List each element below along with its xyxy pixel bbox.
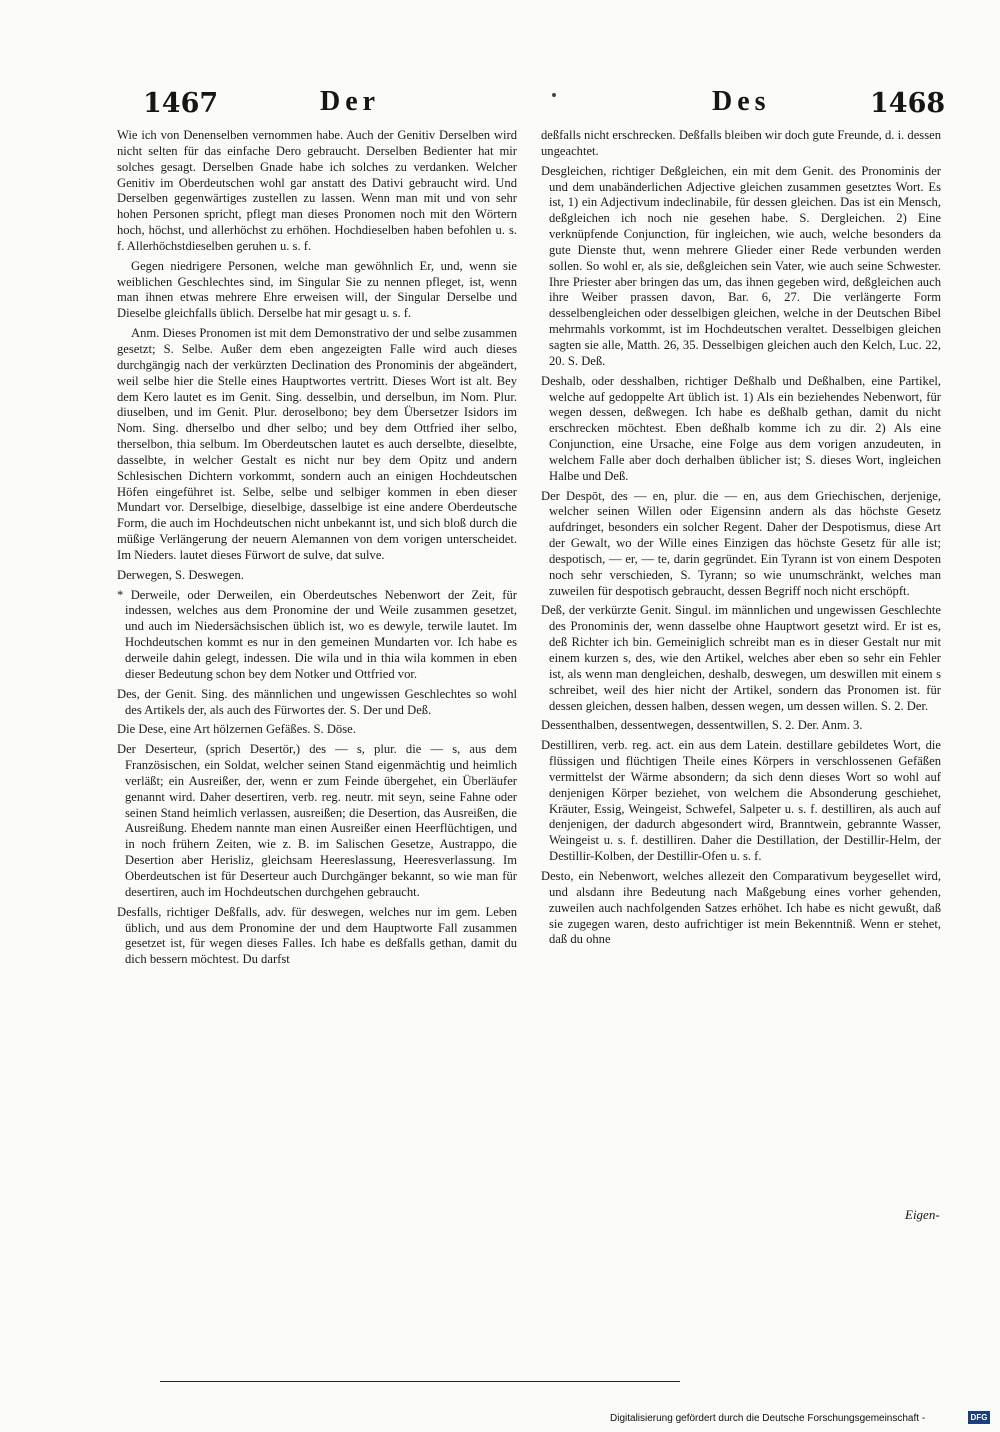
- dfg-logo: DFG: [968, 1411, 990, 1424]
- dictionary-entry: Des, der Genit. Sing. des männlichen und ungewissen Geschlechtes so wohl des Artikels der, als auch des Fürwortes der. S. Der und Deß.: [117, 686, 517, 717]
- dictionary-entry: Der Despōt, des — en, plur. die — en, aus dem Griechischen, derjenige, welcher seinen Willen oder Eigensinn andern als das höchste Gesetz aufdringet, besonders ein solcher Regent. Daher der Despotismus, diese Art der Gewalt, wo der Wille eines Einzigen das höchste Gesetz für alle ist; despotisch, — er, — te, darin gegründet. Ein Tyrann ist von einem Despoten noch sehr verschieden, S. Tyrann; so wie unumschränkt, welches man zuweilen für despotisch gebraucht, dessen Begriff noch nicht erschöpft.: [541, 488, 941, 598]
- scan-artifact: [552, 93, 556, 97]
- text-block: Gegen niedrigere Personen, welche man gewöhnlich Er, und, wenn sie weiblichen Geschlechtes sind, im Singular Sie zu nennen pfleget, ist, wenn man ihnen etwas mehrere Ehre erweisen will, der Singular Derselbe und Dieselbe gleichfalls üblich. Derselbe hat mir gesagt u. s. f.: [117, 258, 517, 321]
- text-block: deßfalls nicht erschrecken. Deßfalls bleiben wir doch gute Freunde, d. i. dessen ungeachtet.: [541, 128, 941, 158]
- dictionary-entry: Desgleichen, richtiger Deßgleichen, ein mit dem Genit. des Pronominis der und dem unabänderlichen Adjective gleichen zusammen gesetztes Wort. Es ist, 1) ein Adjectivum indeclinabile, für dessen gleichen. Das ist ein Mensch, deßgleichen ich noch nie gesehen habe. S. Dergleichen. 2) Eine verknüpfende Conjunction, für ingleichen, wie auch, welche besonders da gute Dienste thut, wenn mehrere Glieder einer Rede verbunden werden sollen. So wohl er, als sie, deßgleichen sein Vater, wie auch seine Schwester. Ihre Priester aber bringen das um, das ihnen gegeben wird, deßgleichen auch ihre Weiber prassen davon, Bar. 6, 27. Die verlängerte Form desselbengleichen oder desselbigen gleichen, welche in der Deutschen Bibel mehrmahls vorkommt, ist im Hochdeutschen veraltet. Desselbigen gleichen sagten sie alle, Matth. 26, 35. Desselbigen gleichen auch den Kelch, Luc. 22, 20. S. Deß.: [541, 163, 941, 368]
- right-column: [541, 128, 941, 952]
- running-head-left: Der: [320, 86, 381, 117]
- page-number-left: 1467: [143, 88, 219, 119]
- dictionary-entry: Dessenthalben, dessentwegen, dessentwillen, S. 2. Der. Anm. 3.: [541, 718, 863, 733]
- digitization-credit: Digitalisierung gefördert durch die Deutsche Forschungsgemeinschaft -: [610, 1413, 926, 1424]
- running-head-right: Des: [712, 86, 771, 117]
- page-number-right: 1468: [870, 88, 946, 119]
- dictionary-entry: * Derweile, oder Derweilen, ein Oberdeutsches Nebenwort der Zeit, für indessen, welches aus dem Pronomine der und Weile zusammen gesetzet, und auch im Niedersächsischen üblich ist, wo es dewyle, terwile lautet. Im Hochdeutschen kommt es nur in den gemeinen Mundarten vor. Ich habe es derweile dahin gelegt, indessen. Die wila und in thia wila kommen in eben dieser Bedeutung schon bey dem Notker und Ottfried vor.: [117, 587, 517, 681]
- dictionary-entry: Deß, der verkürzte Genit. Singul. im männlichen und ungewissen Geschlechte des Pronominis der, wenn dasselbe ohne Hauptwort gesetzt wird. Er ist es, deß Richter ich bin. Gemeiniglich schreibt man es in dieser Gestalt nur mit einem kurzen s, des, wie den Artikel, welches aber eben so sehr ein Fehler ist, als wenn man dengleichen, deshalb, deswegen, um deswillen mit einem s schreibet, weil des hier nicht der Artikel, sondern das Pronomen ist. für dessen gleichen, dessen halben, dessen wegen, um dessen willen. S. 2. Der.: [541, 603, 941, 713]
- left-column: [117, 128, 517, 972]
- dictionary-entry: Die Dese, eine Art hölzernen Gefäßes. S. Döse.: [117, 722, 356, 737]
- text-block: Wie ich von Denenselben vernommen habe. Auch der Genitiv Derselben wird nicht selten für das einfache Dero gebraucht. Derselben Bedienter hat mir solches gesagt. Derselben Gnade habe ich solches zu verdanken. Welcher Genitiv im Oberdeutschen wohl gar anstatt des Dativi gebraucht wird. Und Derselben gegenwärtiges zustellen zu lassen. Wenn man mit und von sehr hohen Personen spricht, pflegt man dieses Pronomen noch mit den Wörtern hoch, höchst, und allerhöchst zu erhöhen. Hochdieselben haben befohlen u. s. f. Allerhöchstdieselben geruhen u. s. f.: [117, 128, 517, 253]
- footer-rule: [160, 1381, 680, 1382]
- dictionary-entry: Der Deserteur, (sprich Desertör,) des — s, plur. die — s, aus dem Französischen, ein Soldat, welcher seinen Stand eigenmächtig und heimlich verläßt; ein Ausreißer, der, wenn er zum Feinde übergehet, ein Überläufer genannt wird. Daher desertiren, verb. reg. neutr. mit seyn, seine Fahne oder seinen Stand heimlich verlassen, ausreißen; die Desertion, das Ausreißen, die Ausreißung. Ehedem nannte man einen Ausreißer einen Heerflüchtigen, und in noch frühern Zeiten, wie z. B. im Salischen Gesetze, Austrappo, die Desertion aber Herisliz, gleichsam Heereslassung, Heeresverlassung. Im Oberdeutschen ist für Deserteur auch Durchgänger bekannt, so wie man für desertiren, auch im Hochdeutschen durchgehen gebraucht.: [117, 742, 517, 899]
- dictionary-entry: Desto, ein Nebenwort, welches allezeit den Comparativum beygesellet wird, und alsdann ihre Bedeutung nach Maßgebung eines vorher gehenden, zuweilen auch nachfolgenden Satzes erhöhet. Ich habe es nicht gewußt, daß sie zugegen waren, desto aufrichtiger ist mein Bekenntniß. Wenn er stehet, daß du ohne: [541, 868, 941, 947]
- dictionary-entry: Desfalls, richtiger Deßfalls, adv. für deswegen, welches nur im gem. Leben üblich, und aus dem Pronomine der und dem Hauptworte Fall zusammen gesetzet ist, für wegen dieses Falles. Ich habe es deßfalls gethan, damit du dich bessern möchtest. Du darfst: [117, 904, 517, 967]
- text-block: Anm. Dieses Pronomen ist mit dem Demonstrativo der und selbe zusammen gesetzt; S. Selbe. Außer dem eben angezeigten Falle wird auch dieses durchgängig nach der verkürzten Declination des Pronominis der abgeändert, weil selbe hier die Stelle eines Hauptwortes vertritt. Dieses Wort ist alt. Bey dem Kero lautet es im Genit. Sing. desselbin, und derselbun, im Nom. Plur. diuselben, und im Genit. Plur. deroselbono; bey dem Übersetzer Isidors im Nom. Sing. dherselbo und dher selbo; und bey dem Ottfried iher selbo, therselbon, thia selbum. Im Oberdeutschen lautet es auch derselbte, dieselbte, dasselbte, in welcher Gestalt es nicht nur bey dem Opitz und andern Schlesischen Dichtern vorkommt, sondern auch an einigen Hochdeutschen Höfen eingeführet ist. Selbe, selbe und selbiger kommen in eben dieser Mundart vor. Derselbige, dieselbige, dasselbige ist eine andere Oberdeutsche Form, die auch im Hochdeutschen nicht unbekannt ist, und sich bloß durch die müßige Verlängerung der neuern Alemannen von dem vorigen unterscheidet. Im Nieders. lautet dieses Fürwort de sulve, dat sulve.: [117, 326, 517, 562]
- dictionary-entry: Derwegen, S. Deswegen.: [117, 567, 244, 582]
- catchword: Eigen-: [905, 1207, 940, 1222]
- dictionary-entry: Destilliren, verb. reg. act. ein aus dem Latein. destillare gebildetes Wort, die flüssigen und flüchtigen Theile eines Körpers in verschlossenen Gefäßen vermittelst der Wärme absondern; da sich denn dieses Wort so wohl auf denjenigen Körper beziehet, von welchem die Absonderung geschiehet, Kräuter, Essig, Weingeist, Schwefel, Salpeter u. s. f. destilliren, als auch auf denjenigen, der dadurch abgesondert wird, Branntwein, gebrannte Wasser, Weingeist u. s. f. destilliren. Daher die Destillation, der Destillir-Helm, der Destillir-Kolben, der Destillir-Ofen u. s. f.: [541, 738, 941, 864]
- dictionary-entry: Deshalb, oder desshalben, richtiger Deßhalb und Deßhalben, eine Partikel, welche auf gedoppelte Art üblich ist. 1) Als ein beziehendes Nebenwort, für wegen dessen, deßwegen. Ich habe es deßhalb gethan, damit du nicht erschrecken möchtest. Eben deßhalb komme ich zu dir. 2) Als eine Conjunction, eine Ursache, eine Folge aus dem vorigen anzudeuten, in welchem Falle aber doch derhalben üblicher ist; S. dieses Wort, ingleichen Halbe und Deß.: [541, 373, 941, 483]
